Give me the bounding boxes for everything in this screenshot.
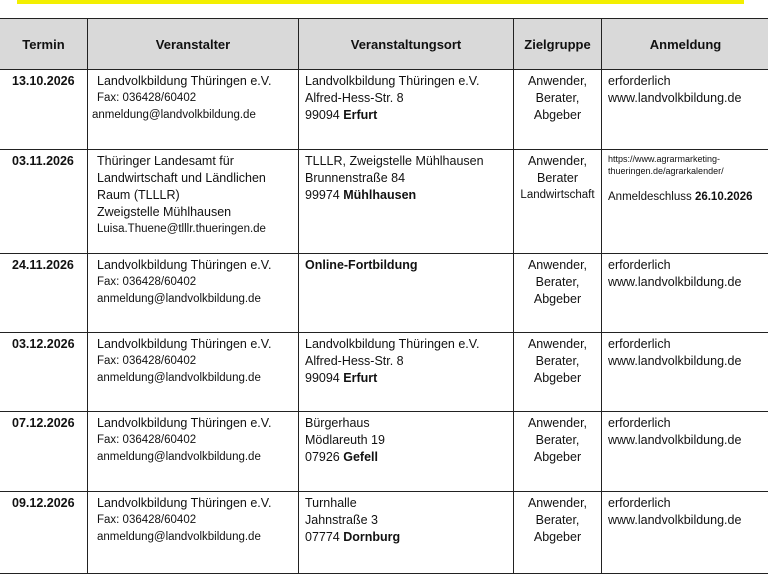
anmeldung-cell (602, 150, 768, 254)
venue-line: Alfred-Hess-Str. 8 (305, 91, 404, 105)
termin-cell: 03.11.2026 (0, 150, 88, 254)
header-termin: Termin (0, 19, 88, 70)
organizer-branch: Zweigstelle Mühlhausen (97, 205, 232, 219)
venue-city: Dornburg (343, 530, 401, 544)
veranstalter-cell (88, 254, 299, 333)
registration-status: erforderlich (608, 337, 671, 351)
organizer-email[interactable]: anmeldung@landvolkbildung.de (92, 109, 256, 121)
table-row (0, 150, 768, 254)
header-veranstalter: Veranstalter (88, 19, 299, 70)
table-row (0, 412, 768, 492)
target-line: Landwirtschaft (520, 189, 595, 201)
venue-plz: 07926 (305, 450, 340, 464)
table-row (0, 492, 768, 574)
termin-cell: 24.11.2026 (0, 254, 88, 333)
registration-link[interactable]: www.landvolkbildung.de (608, 513, 742, 527)
venue-city: Erfurt (343, 371, 378, 385)
registration-link[interactable]: www.landvolkbildung.de (608, 275, 742, 289)
organizer-fax: Fax: 036428/60402 (97, 355, 197, 367)
registration-link[interactable]: www.landvolkbildung.de (608, 433, 742, 447)
registration-link[interactable]: www.landvolkbildung.de (608, 91, 742, 105)
veranstalter-cell (88, 333, 299, 412)
organizer-email[interactable]: anmeldung@landvolkbildung.de (97, 372, 261, 384)
ort-cell (299, 70, 514, 150)
organizer-email[interactable]: anmeldung@landvolkbildung.de (97, 293, 261, 305)
registration-status: erforderlich (608, 416, 671, 430)
venue-line: Landvolkbildung Thüringen e.V. (305, 337, 480, 351)
venue-plz: 99094 (305, 371, 340, 385)
veranstalter-cell (88, 492, 299, 574)
deadline-date: 26.10.2026 (694, 191, 753, 203)
registration-link[interactable]: www.landvolkbildung.de (608, 354, 742, 368)
zielgruppe-cell (514, 70, 602, 150)
venue-line: Brunnenstraße 84 (305, 171, 406, 185)
target-line: Abgeber (533, 108, 582, 122)
organizer-name: Landvolkbildung Thüringen e.V. (97, 416, 272, 430)
table-row (0, 254, 768, 333)
organizer-email[interactable]: Luisa.Thuene@tlllr.thueringen.de (97, 223, 266, 235)
header-anmeldung: Anmeldung (602, 19, 768, 70)
organizer-name: Landvolkbildung Thüringen e.V. (97, 258, 272, 272)
termin-cell: 07.12.2026 (0, 412, 88, 492)
target-line: Berater (537, 171, 578, 185)
anmeldung-cell (602, 412, 768, 492)
venue-city: Gefell (343, 450, 378, 464)
table-header-row (0, 19, 768, 70)
venue-city: Mühlhausen (343, 188, 417, 202)
organizer-name: Thüringer Landesamt für (97, 154, 234, 168)
venue-line: Landvolkbildung Thüringen e.V. (305, 74, 480, 88)
venue-online: Online-Fortbildung (305, 258, 418, 272)
veranstalter-cell (88, 70, 299, 150)
organizer-fax: Fax: 036428/60402 (97, 514, 197, 526)
organizer-fax: Fax: 036428/60402 (97, 92, 197, 104)
anmeldung-cell (602, 492, 768, 574)
target-line: Berater, (535, 513, 580, 527)
header-zielgruppe: Zielgruppe (514, 19, 602, 70)
target-line: Berater, (535, 91, 580, 105)
ort-cell (299, 333, 514, 412)
venue-line: Bürgerhaus (305, 416, 370, 430)
target-line: Abgeber (533, 371, 582, 385)
registration-status: erforderlich (608, 258, 671, 272)
venue-plz: 99094 (305, 108, 340, 122)
organizer-name: Landwirtschaft und Ländlichen (97, 171, 266, 185)
target-line: Abgeber (533, 450, 582, 464)
target-line: Abgeber (533, 292, 582, 306)
zielgruppe-cell (514, 254, 602, 333)
target-line: Anwender, (527, 258, 588, 272)
ort-cell (299, 150, 514, 254)
veranstalter-cell (88, 150, 299, 254)
venue-line: Mödlareuth 19 (305, 433, 385, 447)
registration-status: erforderlich (608, 74, 671, 88)
target-line: Anwender, (527, 337, 588, 351)
organizer-name: Landvolkbildung Thüringen e.V. (97, 496, 272, 510)
organizer-email[interactable]: anmeldung@landvolkbildung.de (97, 531, 261, 543)
zielgruppe-cell (514, 492, 602, 574)
anmeldung-cell (602, 254, 768, 333)
veranstalter-cell (88, 412, 299, 492)
target-line: Anwender, (527, 74, 588, 88)
target-line: Berater, (535, 354, 580, 368)
target-line: Anwender, (527, 416, 588, 430)
ort-cell (299, 492, 514, 574)
ort-cell (299, 412, 514, 492)
events-table (0, 18, 768, 574)
target-line: Abgeber (533, 530, 582, 544)
target-line: Berater, (535, 275, 580, 289)
registration-status: erforderlich (608, 496, 671, 510)
termin-cell: 13.10.2026 (0, 70, 88, 150)
venue-city: Erfurt (343, 108, 378, 122)
organizer-fax: Fax: 036428/60402 (97, 276, 197, 288)
venue-plz: 07774 (305, 530, 340, 544)
target-line: Berater, (535, 433, 580, 447)
organizer-fax: Fax: 036428/60402 (97, 434, 197, 446)
anmeldung-cell (602, 333, 768, 412)
venue-line: Turnhalle (305, 496, 357, 510)
table-row (0, 70, 768, 150)
termin-cell: 09.12.2026 (0, 492, 88, 574)
termin-cell: 03.12.2026 (0, 333, 88, 412)
registration-link[interactable]: https://www.agrarmarketing- (608, 154, 721, 164)
yellow-highlight-strip (17, 0, 744, 4)
organizer-email[interactable]: anmeldung@landvolkbildung.de (97, 451, 261, 463)
target-line: Anwender, (527, 496, 588, 510)
zielgruppe-cell (514, 150, 602, 254)
venue-line: Jahnstraße 3 (305, 513, 378, 527)
anmeldung-cell (602, 70, 768, 150)
zielgruppe-cell (514, 412, 602, 492)
organizer-name: Landvolkbildung Thüringen e.V. (97, 337, 272, 351)
registration-link[interactable]: thueringen.de/agrarkalender/ (608, 166, 724, 176)
venue-line: Alfred-Hess-Str. 8 (305, 354, 404, 368)
venue-line: TLLLR, Zweigstelle Mühlhausen (305, 154, 484, 168)
organizer-name: Landvolkbildung Thüringen e.V. (97, 74, 272, 88)
organizer-name: Raum (TLLLR) (97, 188, 180, 202)
venue-plz: 99974 (305, 188, 340, 202)
deadline-label: Anmeldeschluss (608, 191, 692, 203)
target-line: Anwender, (527, 154, 588, 168)
table-row (0, 333, 768, 412)
zielgruppe-cell (514, 333, 602, 412)
header-veranstaltungsort: Veranstaltungsort (299, 19, 514, 70)
ort-cell (299, 254, 514, 333)
